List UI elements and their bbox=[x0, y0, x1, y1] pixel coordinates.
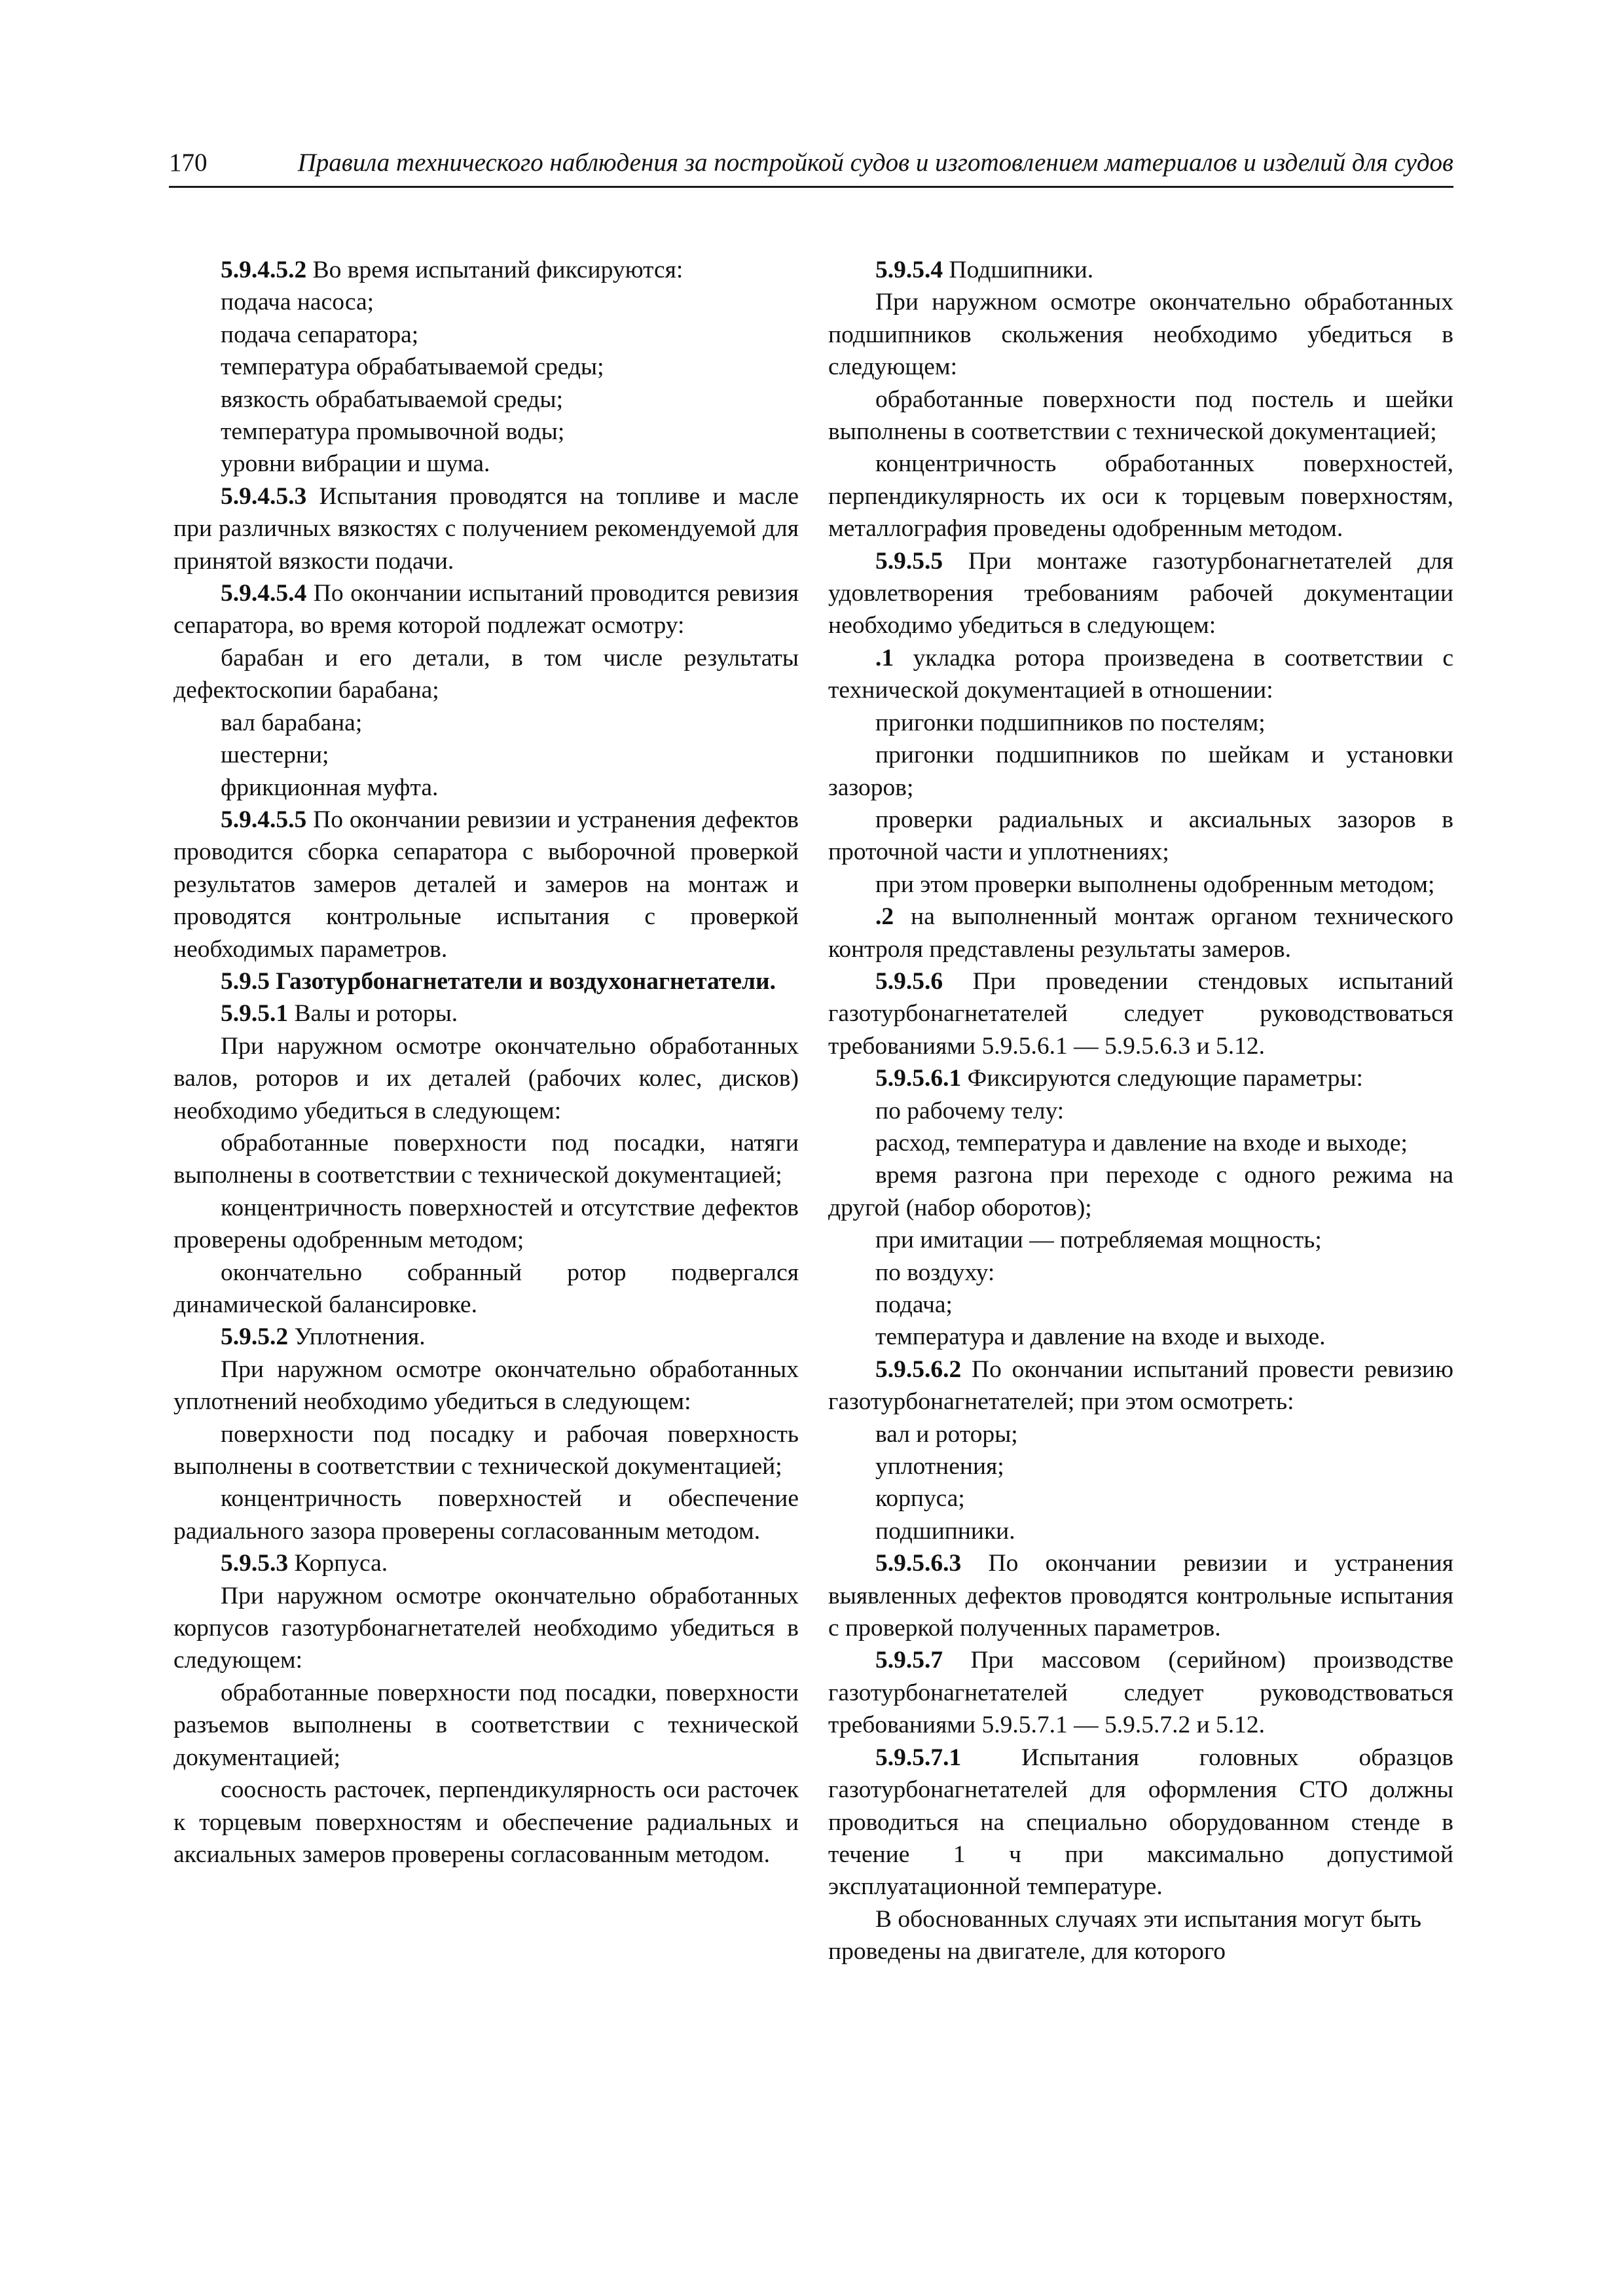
clause-number: 5.9.5.5 bbox=[875, 547, 943, 575]
paragraph-text: При наружном осмотре окончательно обработанных корпусов газотурбонагнетателей необходимо убедиться в следующем: bbox=[173, 1582, 799, 1674]
clause-number: 5.9.5.1 bbox=[221, 1000, 289, 1028]
paragraph-text: на выполненный монтаж органом технического контроля представлены результаты замеров. bbox=[828, 903, 1453, 963]
paragraph-text: уровни вибрации и шума. bbox=[221, 450, 490, 478]
clause-number: .1 bbox=[875, 644, 894, 672]
paragraph-text: Уплотнения. bbox=[288, 1323, 426, 1351]
paragraph bbox=[173, 254, 799, 286]
paragraph bbox=[828, 642, 1453, 707]
paragraph-text: Валы и роторы. bbox=[288, 1000, 458, 1028]
paragraph-text: окончательно собранный ротор подвергался динамической балансировке. bbox=[173, 1259, 799, 1318]
paragraph bbox=[173, 707, 799, 739]
paragraph-text: В обоснованных случаях эти испытания могут быть проведены на двигателе, для которого bbox=[828, 1905, 1421, 1965]
paragraph-text: температура и давление на входе и выходе. bbox=[875, 1323, 1326, 1351]
clause-number: 5.9.5.4 bbox=[875, 257, 943, 283]
paragraph bbox=[828, 1062, 1453, 1094]
clause-number: 5.9.5.2 bbox=[221, 1323, 289, 1351]
paragraph-text: При проведении стендовых испытаний газотурбонагнетателей следует руководствоваться требованиями 5.9.5.6.1 — 5.9.5.6.3 и 5.12. bbox=[828, 967, 1453, 1060]
paragraph bbox=[828, 1257, 1453, 1289]
paragraph-text: Испытания проводятся на топливе и масле при различных вязкостях с получением рекомендуемой для принятой вязкости подачи. bbox=[173, 482, 799, 575]
paragraph bbox=[828, 1903, 1453, 1968]
page-header bbox=[169, 145, 1453, 188]
paragraph bbox=[173, 804, 799, 965]
paragraph bbox=[173, 1321, 799, 1353]
paragraph bbox=[828, 1095, 1453, 1127]
page-number: 170 bbox=[169, 149, 208, 177]
paragraph-text: обработанные поверхности под посадки, натяги выполнены в соответствии с технической документацией; bbox=[173, 1129, 799, 1189]
paragraph bbox=[173, 480, 799, 577]
clause-number: 5.9.5.6.2 bbox=[875, 1355, 962, 1383]
paragraph-text: Во время испытаний фиксируются: bbox=[306, 257, 684, 283]
paragraph-text: подача сепаратора; bbox=[221, 321, 419, 348]
paragraph bbox=[828, 1482, 1453, 1515]
paragraph-text: проверки радиальных и аксиальных зазоров в проточной части и уплотнениях; bbox=[828, 806, 1453, 866]
paragraph-text: концентричность поверхностей и отсутствие дефектов проверены одобренным методом; bbox=[173, 1194, 799, 1254]
clause-number: 5.9.5.7 bbox=[875, 1647, 943, 1674]
paragraph bbox=[828, 1644, 1453, 1741]
paragraph-text: барабан и его детали, в том числе результаты дефектоскопии барабана; bbox=[173, 644, 799, 704]
paragraph-text: обработанные поверхности под посадки, поверхности разъемов выполнены в соответствии с технической документацией; bbox=[173, 1679, 799, 1771]
paragraph bbox=[173, 1418, 799, 1483]
paragraph-text: По окончании ревизии и устранения выявленных дефектов проводятся контрольные испытания с проверкой полученных параметров. bbox=[828, 1550, 1453, 1642]
paragraph-text: корпуса; bbox=[875, 1485, 965, 1513]
paragraph bbox=[173, 1547, 799, 1579]
paragraph bbox=[173, 1030, 799, 1127]
clause-number: 5.9.5.3 bbox=[221, 1550, 289, 1577]
paragraph bbox=[828, 901, 1453, 965]
paragraph-text: По окончании испытаний проводится ревизия сепаратора, во время которой подлежат осмотру: bbox=[173, 580, 799, 639]
right-column bbox=[828, 254, 1453, 1968]
paragraph bbox=[828, 1354, 1453, 1418]
paragraph bbox=[828, 1547, 1453, 1644]
paragraph-text: температура промывочной воды; bbox=[221, 418, 565, 446]
paragraph bbox=[173, 1677, 799, 1774]
paragraph bbox=[173, 351, 799, 383]
paragraph bbox=[828, 254, 1453, 286]
clause-number: .2 bbox=[875, 903, 894, 931]
paragraph bbox=[828, 1742, 1453, 1903]
paragraph bbox=[173, 1580, 799, 1677]
clause-number: 5.9.5.7.1 bbox=[875, 1744, 962, 1771]
paragraph bbox=[828, 448, 1453, 545]
paragraph-text: уплотнения; bbox=[875, 1453, 1004, 1480]
paragraph bbox=[828, 707, 1453, 739]
paragraph-text: Подшипники. bbox=[943, 257, 1094, 283]
running-title: Правила технического наблюдения за постройкой судов и изготовлением материалов и изделий для судов bbox=[297, 149, 1453, 177]
paragraph bbox=[828, 1450, 1453, 1482]
paragraph-text: по воздуху: bbox=[875, 1259, 995, 1286]
paragraph-text: подшипники. bbox=[875, 1517, 1015, 1545]
paragraph-text: при этом проверки выполнены одобренным методом; bbox=[875, 870, 1435, 898]
paragraph-text: При наружном осмотре окончательно обработанных уплотнений необходимо убедиться в следующем: bbox=[173, 1355, 799, 1416]
paragraph-text: вал и роторы; bbox=[875, 1420, 1018, 1448]
paragraph-text: время разгона при переходе с одного режима на другой (набор оборотов); bbox=[828, 1162, 1453, 1221]
paragraph-text: вязкость обрабатываемой среды; bbox=[221, 386, 564, 413]
paragraph-text: пригонки подшипников по шейкам и установки зазоров; bbox=[828, 742, 1453, 801]
paragraph bbox=[173, 448, 799, 480]
paragraph-text: Испытания головных образцов газотурбонагнетателей для оформления СТО должны проводиться на специально оборудованном стенде в течение 1 ч при максимально допустимой эксплуатационной температуре. bbox=[828, 1744, 1453, 1901]
paragraph bbox=[173, 772, 799, 804]
paragraph-text: подача насоса; bbox=[221, 289, 374, 316]
paragraph-text: подача; bbox=[875, 1291, 953, 1318]
paragraph bbox=[173, 997, 799, 1030]
paragraph-text: Фиксируются следующие параметры: bbox=[961, 1065, 1363, 1092]
paragraph-text: по рабочему телу: bbox=[875, 1097, 1065, 1124]
clause-number: 5.9.5.6.3 bbox=[875, 1550, 962, 1577]
clause-number: 5.9.5.6.1 bbox=[875, 1065, 962, 1092]
paragraph bbox=[828, 1159, 1453, 1224]
paragraph-text: обработанные поверхности под постель и шейки выполнены в соответствии с технической документацией; bbox=[828, 386, 1453, 446]
paragraph bbox=[828, 1224, 1453, 1256]
clause-number: 5.9.4.5.3 bbox=[221, 482, 307, 510]
paragraph bbox=[173, 739, 799, 771]
paragraph bbox=[828, 1289, 1453, 1321]
section-heading-text: 5.9.5 Газотурбонагнетатели и воздухонагнетатели. bbox=[221, 967, 776, 995]
paragraph-text: поверхности под посадку и рабочая поверхность выполнены в соответствии с технической документацией; bbox=[173, 1420, 799, 1480]
paragraph bbox=[173, 1354, 799, 1418]
paragraph bbox=[173, 1482, 799, 1547]
clause-number: 5.9.4.5.5 bbox=[221, 806, 307, 833]
paragraph bbox=[828, 1515, 1453, 1547]
paragraph-text: При наружном осмотре окончательно обработанных подшипников скольжения необходимо убедиться в следующем: bbox=[828, 289, 1453, 381]
paragraph-text: фрикционная муфта. bbox=[221, 774, 439, 801]
clause-number: 5.9.4.5.4 bbox=[221, 580, 307, 607]
paragraph bbox=[828, 1127, 1453, 1159]
paragraph-text: температура обрабатываемой среды; bbox=[221, 353, 604, 381]
paragraph-text: При массовом (серийном) производстве газотурбонагнетателей следует руководствоваться требованиями 5.9.5.7.1 — 5.9.5.7.2 и 5.12. bbox=[828, 1647, 1453, 1739]
paragraph-text: концентричность обработанных поверхностей, перпендикулярность их оси к торцевым поверхностям, металлография проведены одобренным методом. bbox=[828, 450, 1453, 543]
paragraph bbox=[173, 416, 799, 448]
paragraph bbox=[828, 286, 1453, 383]
paragraph-text: По окончании испытаний провести ревизию газотурбонагнетателей; при этом осмотреть: bbox=[828, 1355, 1453, 1416]
paragraph bbox=[828, 804, 1453, 869]
paragraph-text: расход, температура и давление на входе и выходе; bbox=[875, 1129, 1408, 1157]
paragraph-text: соосность расточек, перпендикулярность оси расточек к торцевым поверхностям и обеспечение радиальных и аксиальных замеров проверены согласованным методом. bbox=[173, 1776, 799, 1868]
paragraph-text: По окончании ревизии и устранения дефектов проводится сборка сепаратора с выборочной проверкой результатов замеров деталей и замеров на монтаж и проводятся контрольные испытания с проверкой необходимых параметров. bbox=[173, 806, 799, 963]
paragraph bbox=[828, 545, 1453, 642]
paragraph-text: вал барабана; bbox=[221, 709, 363, 736]
section-heading bbox=[173, 965, 799, 997]
paragraph bbox=[828, 1321, 1453, 1353]
paragraph bbox=[828, 965, 1453, 1062]
paragraph-text: концентричность поверхностей и обеспечение радиального зазора проверены согласованным методом. bbox=[173, 1485, 799, 1545]
paragraph-text: Корпуса. bbox=[288, 1550, 388, 1577]
paragraph-text: При монтаже газотурбонагнетателей для удовлетворения требованиям рабочей документации необходимо убедиться в следующем: bbox=[828, 547, 1453, 639]
paragraph bbox=[173, 286, 799, 318]
paragraph bbox=[173, 577, 799, 642]
paragraph bbox=[828, 739, 1453, 804]
paragraph bbox=[828, 1418, 1453, 1450]
paragraph-text: При наружном осмотре окончательно обработанных валов, роторов и их деталей (рабочих колес, дисков) необходимо убедиться в следующем: bbox=[173, 1032, 799, 1124]
paragraph bbox=[173, 319, 799, 351]
paragraph bbox=[173, 384, 799, 416]
paragraph bbox=[828, 384, 1453, 448]
paragraph bbox=[173, 1774, 799, 1871]
paragraph bbox=[173, 1127, 799, 1192]
paragraph-text: пригонки подшипников по постелям; bbox=[875, 709, 1266, 736]
paragraph bbox=[173, 1257, 799, 1321]
paragraph-text: шестерни; bbox=[221, 742, 329, 769]
paragraph bbox=[173, 642, 799, 707]
clause-number: 5.9.5.6 bbox=[875, 967, 943, 995]
left-column bbox=[173, 254, 799, 1871]
paragraph-text: укладка ротора произведена в соответствии с технической документацией в отношении: bbox=[828, 644, 1453, 704]
paragraph bbox=[828, 869, 1453, 901]
clause-number: 5.9.4.5.2 bbox=[221, 257, 307, 283]
paragraph-text: при имитации — потребляемая мощность; bbox=[875, 1227, 1322, 1254]
paragraph bbox=[173, 1192, 799, 1257]
